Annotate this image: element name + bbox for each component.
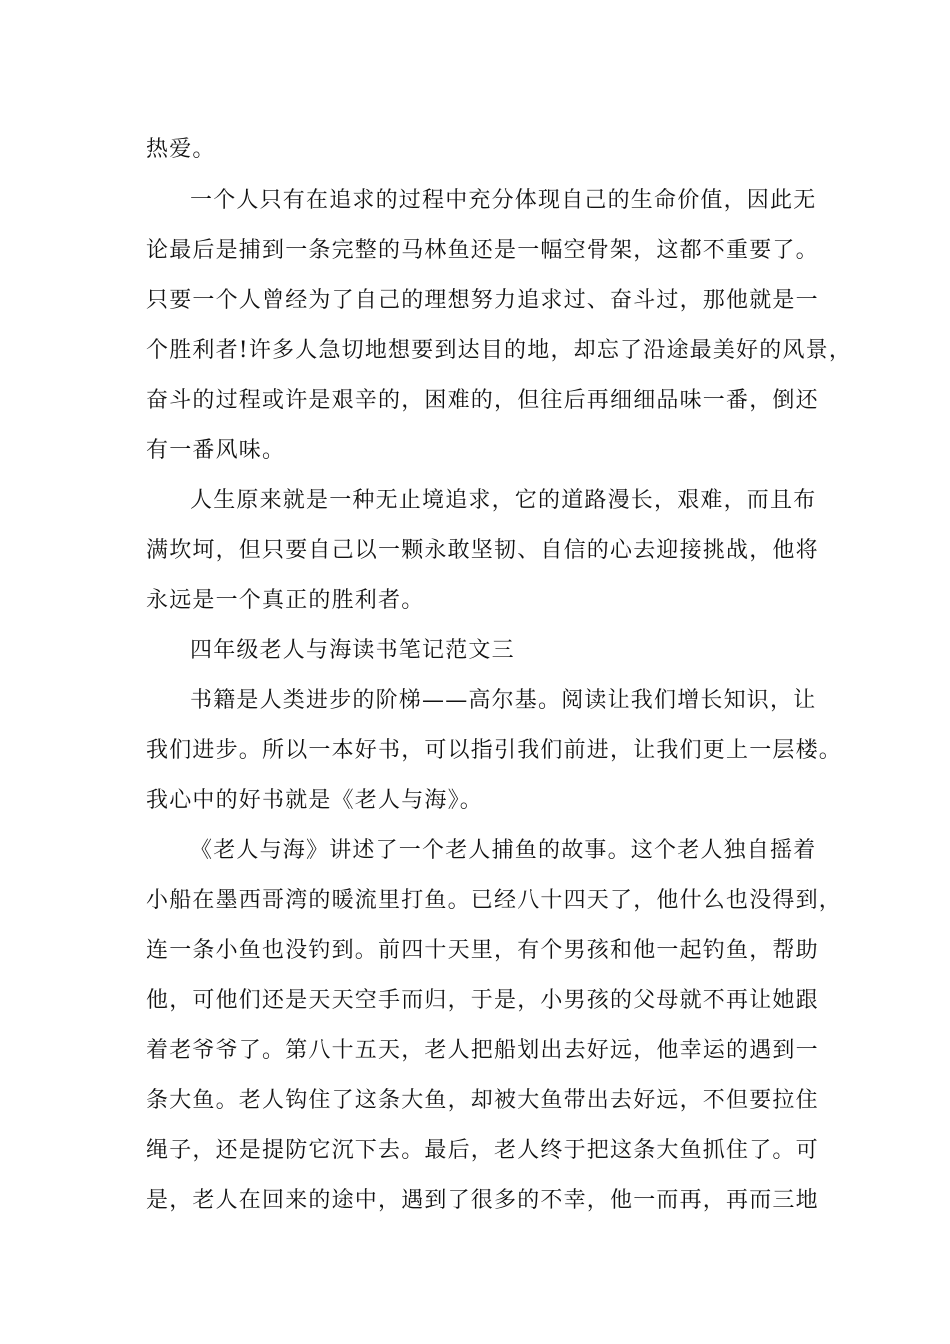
- text-line: 是，老人在回来的途中，遇到了很多的不幸，他一而再，再而三地: [146, 1188, 819, 1213]
- text-line: 书籍是人类进步的阶梯——高尔基。阅读让我们增长知识，让: [190, 688, 817, 713]
- text-line: 小船在墨西哥湾的暖流里打鱼。已经八十四天了，他什么也没得到，: [146, 888, 843, 913]
- text-line: 连一条小鱼也没钓到。前四十天里，有个男孩和他一起钓鱼，帮助: [146, 938, 819, 963]
- text-line: 有一番风味。: [146, 438, 286, 463]
- text-line: 他，可他们还是天天空手而归，于是，小男孩的父母就不再让她跟: [146, 988, 819, 1013]
- text-line: 热爱。: [146, 137, 216, 162]
- text-line: 《老人与海》讲述了一个老人捕鱼的故事。这个老人独自摇着: [190, 838, 817, 863]
- text-line: 一个人只有在追求的过程中充分体现自己的生命价值，因此无: [190, 188, 817, 213]
- text-line: 我心中的好书就是《老人与海》。: [146, 788, 484, 813]
- section-heading: 四年级老人与海读书笔记范文三: [190, 638, 515, 663]
- text-line: 论最后是捕到一条完整的马林鱼还是一幅空骨架，这都不重要了。: [146, 238, 819, 263]
- text-line: 个胜利者!许多人急切地想要到达目的地，却忘了沿途最美好的风景，: [146, 338, 853, 363]
- text-line: 人生原来就是一种无止境追求，它的道路漫长，艰难，而且布: [190, 488, 817, 513]
- text-line: 条大鱼。老人钩住了这条大鱼，却被大鱼带出去好远，不但要拉住: [146, 1088, 819, 1113]
- text-line: 只要一个人曾经为了自己的理想努力追求过、奋斗过，那他就是一: [146, 288, 819, 313]
- text-line: 奋斗的过程或许是艰辛的，困难的，但往后再细细品味一番，倒还: [146, 388, 819, 413]
- text-line: 绳子，还是提防它沉下去。最后，老人终于把这条大鱼抓住了。可: [146, 1138, 819, 1163]
- text-line: 着老爷爷了。第八十五天，老人把船划出去好远，他幸运的遇到一: [146, 1038, 819, 1063]
- text-line: 我们进步。所以一本好书，可以指引我们前进，让我们更上一层楼。: [146, 738, 843, 763]
- text-line: 永远是一个真正的胜利者。: [146, 588, 425, 613]
- text-line: 满坎坷，但只要自己以一颗永敢坚韧、自信的心去迎接挑战，他将: [146, 538, 819, 563]
